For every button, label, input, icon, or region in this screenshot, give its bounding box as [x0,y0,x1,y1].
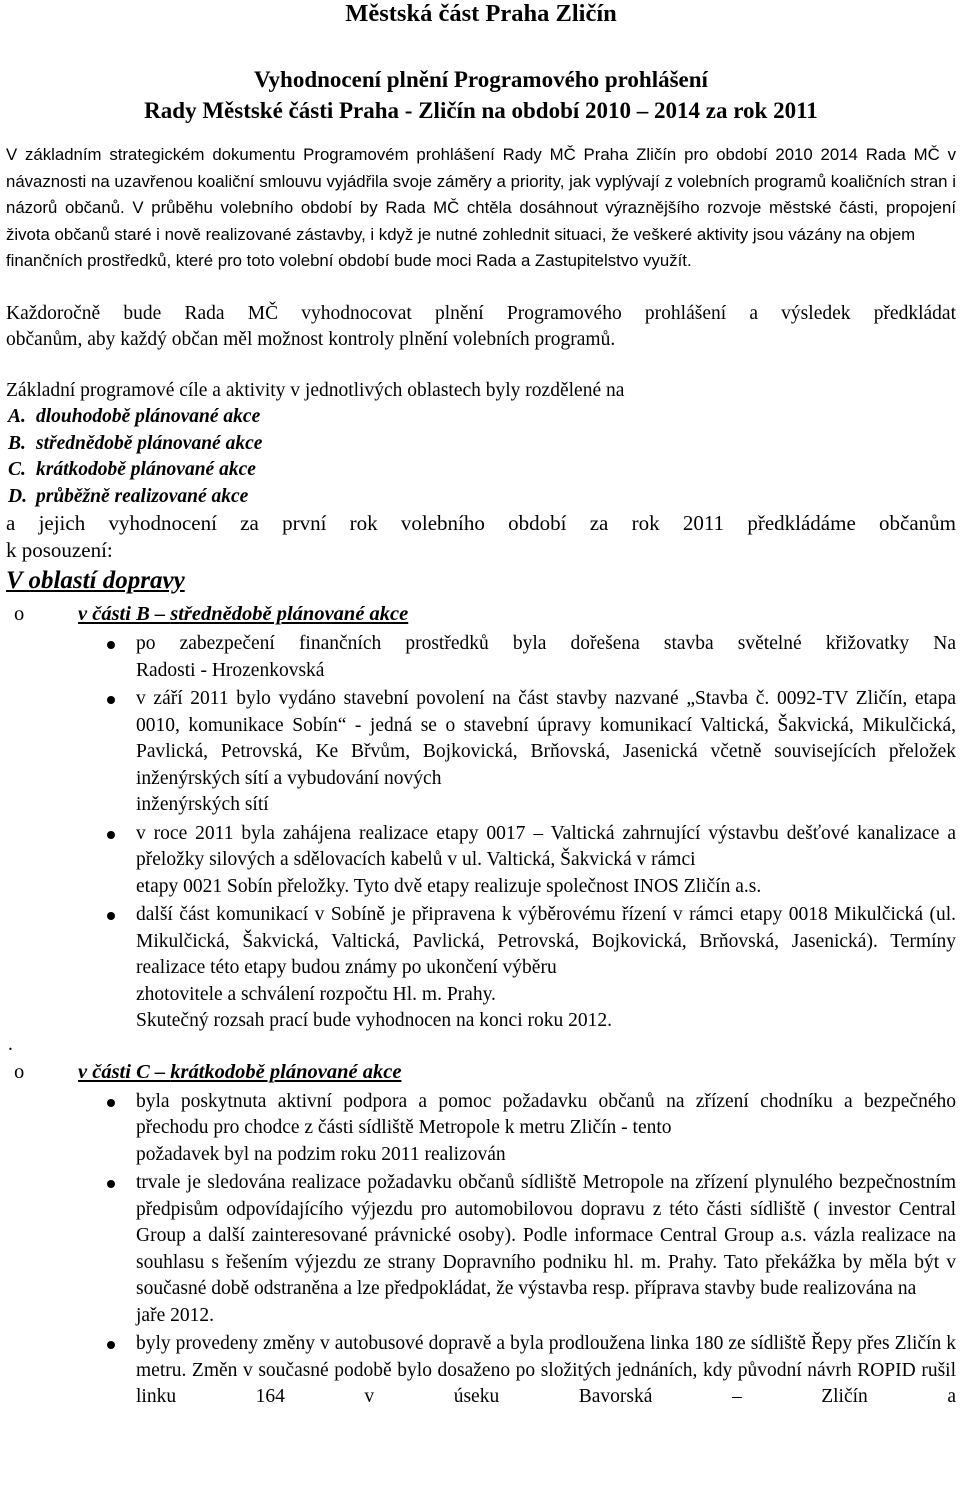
list-item-tail: inženýrských sítí [136,794,269,815]
category-label: průběžně realizované akce [36,485,249,507]
list-item-text: byla poskytnuta aktivní podpora a pomoc požadavku občanů na zřízení chodníku a bezpečného přechodu pro chodce z části sídliště Metropole k metru Zličín - tento [136,1090,956,1138]
evaluation-line-1: a jejich vyhodnocení za první rok volebního období za rok 2011 předkládáme občanům [6,511,956,535]
intro-paragraph-1-main: V základním strategickém dokumentu Programovém prohlášení Rady MČ Praha Zličín pro období 2010 2014 Rada MČ v návaznosti na uzavřenou koaliční smlouvu vyjádřila svoje záměry a priority, jak vyplývají z volebních programů koaličních stran i názorů občanů. V průběhu volebního období by Rada MČ chtěla dosáhnout výraznějšího rozvoje městské části, propojení života občanů staré i nově realizované zástavby, i když je nutné zohlednit situaci, že veškeré aktivity jsou vázány na objem [6,145,956,244]
bullet-icon [107,1341,115,1349]
list-item [6,631,956,684]
list-item-tail: Radosti - Hrozenkovská [136,659,325,681]
subsection-c-prefix: v části C – [78,1060,171,1083]
bullet-icon [107,696,115,704]
bullet-icon [107,831,115,839]
list-item-tail: zhotovitele a schválení rozpočtu Hl. m. Prahy. [136,983,496,1005]
list-item-text: trvale je sledována realizace požadavku občanů sídliště Metropole na zřízení plynulého bezpečnostním předpisům odpovídajícího výjezdu pro automobilovou dopravu z této části sídliště ( investor Central Group a další zainteresované právnické osoby). Podle informace Central Group a.s. vázla realizace na souhlasu s řešením výjezdu ze strany Dopravního podniku hl. m. Prahy. Tato překážka by měla být v současné době odstraněna a lze předpokládat, že výstavba resp. příprava stavby bude realizována na [136,1172,956,1299]
list-item-text: byly provedeny změny v autobusové dopravě a byla prodloužena linka 180 ze sídliště Řepy přes Zličín k metru. Změn v současné podobě bylo dosaženo po složitých jednáních, kdy původní návrh ROPID rušil linku 164 v úseku Bavorská – Zličín a [136,1333,956,1407]
category-item [6,484,956,511]
category-item [6,404,956,431]
intro-paragraph-2 [6,301,956,354]
list-item-tail: etapy 0021 Sobín přeložky. Tyto dvě etapy realizuje společnost INOS Zličín a.s. [136,875,762,897]
list-item-text: v září 2011 bylo vydáno stavební povolení na část stavby nazvané „Stavba č. 0092-TV Zličín, etapa 0010, komunikace Sobín“ - jedná se o stavební úpravy komunikací Valtická, Šakvická, Mikulčická, Pavlická, Petrovská, Ke Břvům, Bojkovická, Brňovská, Jasenická včetně souvisejících přeložek inženýrských sítí a vybudování nových [136,688,956,789]
category-list [6,404,956,510]
document-subtitle [6,64,956,126]
category-label: dlouhodobě plánované akce [36,406,261,427]
subsection-b-prefix: v části B – [78,603,171,625]
intro-paragraph-1 [6,142,956,275]
list-item [6,1089,956,1169]
list-item-text: další část komunikací v Sobíně je připravena k výběrovému řízení v rámci etapy 0018 Mikulčická (ul. Mikulčická, Šakvická, Valtická, Pavlická, Petrovská, Bojkovická, Brňovská, Jasenická). Termíny realizace této etapy budou známy po ukončení výběru [136,904,956,978]
category-item [6,431,956,458]
subsection-b-heading [6,601,956,627]
subsection-marker: o [14,1060,25,1083]
bullet-icon [107,641,115,649]
document-title: Městská část Praha Zličín [345,0,617,27]
subsection-b-list [6,631,956,1008]
bullet-icon [107,1099,115,1107]
subtitle-line-2: Rady Městské části Praha - Zličín na období 2010 – 2014 za rok 2011 [144,98,818,123]
intro-paragraph-3: Základní programové cíle a aktivity v jednotlivých oblastech byly rozdělené na [6,379,625,401]
evaluation-line-2: k posouzení: [6,537,113,562]
category-letter: A. [8,406,26,427]
list-item [6,821,956,901]
list-item [6,1170,956,1329]
category-label: krátkodobě plánované akce [36,459,256,480]
category-label: střednědobě plánované akce [36,432,263,454]
intro-paragraph-1-tail: finančních prostředků, které pro toto volební období bude moci Rada a Zastupitelstvo využít. [6,251,692,270]
bullet-icon [107,912,115,920]
list-item [6,1331,956,1411]
list-item-text: po zabezpečení finančních prostředků byla dořešena stavba světelné křižovatky Na [136,633,956,654]
list-item [6,902,956,1008]
subsection-b-title: střednědobě plánované akce [170,603,409,625]
subsection-c-heading [6,1059,956,1085]
category-item [6,457,956,484]
intro-paragraph-2-line-2: občanům, aby každý občan měl možnost kontroly plnění volebních programů. [6,329,616,350]
list-item [6,686,956,819]
subsection-b-note: Skutečný rozsah prací bude vyhodnocen na konci roku 2012. [136,1010,612,1031]
intro-paragraph-2-line-1: Každoročně bude Rada MČ vyhodnocovat plnění Programového prohlášení a výsledek předkládat [6,302,956,324]
section-title: V oblastí dopravy [6,567,185,594]
stray-period: . [8,1033,13,1055]
subsection-c-title: krátkodobě plánované akce [170,1060,402,1083]
list-item-tail: požadavek byl na podzim roku 2011 realizován [136,1143,506,1165]
bullet-icon [107,1180,115,1188]
category-letter: B. [8,432,26,454]
subsection-c-list [6,1089,956,1411]
subtitle-line-1: Vyhodnocení plnění Programového prohlášení [254,67,708,92]
category-letter: C. [8,459,26,480]
category-letter: D. [8,485,27,507]
list-item-text: v roce 2011 byla zahájena realizace etapy 0017 – Valtická zahrnující výstavbu dešťové kanalizace a přeložky silových a sdělovacích kabelů v ul. Valtická, Šakvická v rámci [136,822,956,870]
list-item-tail: jaře 2012. [136,1304,214,1326]
subsection-marker: o [14,603,25,625]
